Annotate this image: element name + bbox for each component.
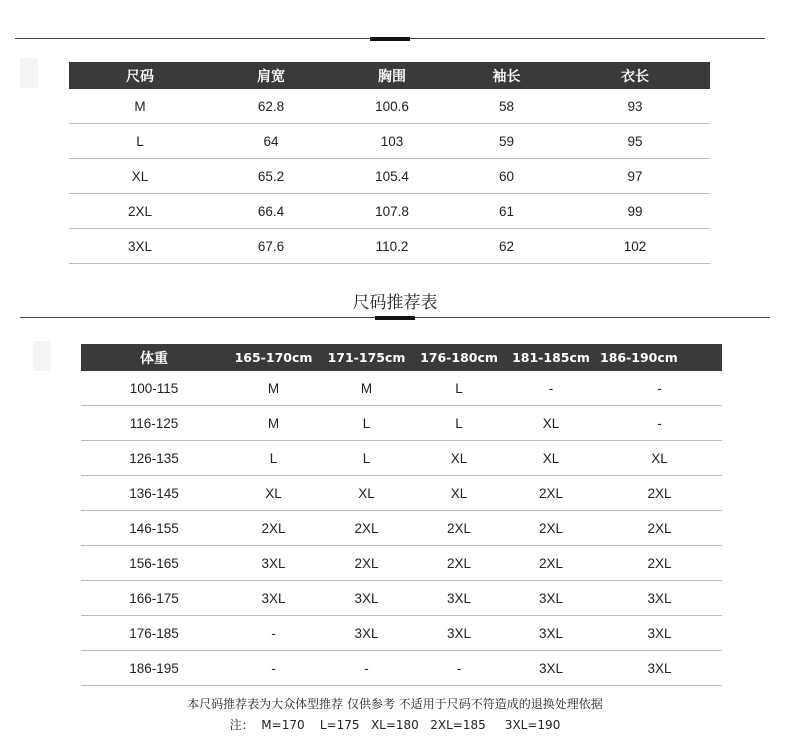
cell-weight: 100-115	[81, 371, 227, 406]
recommend-header-row	[81, 344, 722, 371]
header-size: 尺码	[69, 62, 211, 89]
cell-chest: 100.6	[331, 89, 453, 124]
cell-shoulder: 64	[211, 124, 331, 159]
cell-length: 102	[560, 229, 710, 264]
cell-size: 3XL	[227, 546, 320, 581]
cell-size: XL	[597, 441, 722, 476]
cell-weight: 126-135	[81, 441, 227, 476]
watermark-block	[33, 341, 51, 371]
cell-size: L	[69, 124, 211, 159]
cell-sleeve: 60	[453, 159, 560, 194]
cell-length: 97	[560, 159, 710, 194]
cell-size: M	[227, 406, 320, 441]
cell-size: 2XL	[505, 511, 597, 546]
cell-size: 3XL	[227, 581, 320, 616]
header-sleeve: 袖长	[453, 62, 560, 89]
cell-shoulder: 66.4	[211, 194, 331, 229]
cell-sleeve: 59	[453, 124, 560, 159]
cell-size: 2XL	[320, 546, 413, 581]
table-row	[69, 89, 710, 124]
cell-size: -	[597, 406, 722, 441]
header-height-181-185: 181-185cm	[505, 344, 597, 371]
cell-size: 3XL	[597, 651, 722, 686]
cell-size: 3XL	[320, 581, 413, 616]
cell-size: XL	[505, 406, 597, 441]
table-row	[81, 651, 722, 686]
cell-size: 2XL	[69, 194, 211, 229]
watermark-block	[20, 58, 38, 88]
table-row	[69, 194, 710, 229]
size-recommend-table	[81, 344, 722, 686]
cell-length: 99	[560, 194, 710, 229]
cell-size: 3XL	[505, 581, 597, 616]
cell-size: 3XL	[413, 581, 505, 616]
cell-size: 2XL	[597, 546, 722, 581]
cell-size: 2XL	[597, 511, 722, 546]
cell-size: -	[227, 616, 320, 651]
cell-shoulder: 67.6	[211, 229, 331, 264]
cell-size: XL	[413, 476, 505, 511]
cell-size: 2XL	[227, 511, 320, 546]
header-height-186-190: 186-190cm	[597, 344, 722, 371]
header-height-171-175: 171-175cm	[320, 344, 413, 371]
cell-size: M	[227, 371, 320, 406]
cell-shoulder: 65.2	[211, 159, 331, 194]
cell-size: XL	[505, 441, 597, 476]
middle-divider-accent	[375, 316, 415, 320]
cell-size: 3XL	[320, 616, 413, 651]
cell-size: 3XL	[597, 581, 722, 616]
table-row	[81, 546, 722, 581]
cell-sleeve: 61	[453, 194, 560, 229]
cell-size: 3XL	[597, 616, 722, 651]
cell-weight: 136-145	[81, 476, 227, 511]
table-row	[69, 229, 710, 264]
cell-size: L	[320, 406, 413, 441]
table-row	[81, 371, 722, 406]
cell-size: -	[227, 651, 320, 686]
size-chart-table	[69, 62, 710, 264]
cell-weight: 146-155	[81, 511, 227, 546]
cell-size: 3XL	[505, 651, 597, 686]
cell-size: 2XL	[320, 511, 413, 546]
cell-sleeve: 62	[453, 229, 560, 264]
header-chest: 胸围	[331, 62, 453, 89]
cell-size: XL	[413, 441, 505, 476]
cell-shoulder: 62.8	[211, 89, 331, 124]
cell-size: L	[413, 406, 505, 441]
table-row	[81, 406, 722, 441]
cell-size: L	[227, 441, 320, 476]
cell-length: 93	[560, 89, 710, 124]
cell-size: -	[597, 371, 722, 406]
cell-size: L	[413, 371, 505, 406]
cell-size: 3XL	[69, 229, 211, 264]
cell-weight: 186-195	[81, 651, 227, 686]
cell-size: -	[505, 371, 597, 406]
cell-size: 2XL	[505, 476, 597, 511]
cell-size: 2XL	[505, 546, 597, 581]
cell-size: M	[320, 371, 413, 406]
cell-size: XL	[227, 476, 320, 511]
header-height-176-180: 176-180cm	[413, 344, 505, 371]
table-row	[69, 124, 710, 159]
cell-weight: 166-175	[81, 581, 227, 616]
cell-size: 3XL	[505, 616, 597, 651]
cell-size: XL	[69, 159, 211, 194]
table-row	[81, 581, 722, 616]
header-shoulder: 肩宽	[211, 62, 331, 89]
top-divider-accent	[370, 37, 410, 41]
header-length: 衣长	[560, 62, 710, 89]
cell-chest: 103	[331, 124, 453, 159]
cell-chest: 110.2	[331, 229, 453, 264]
table-row	[81, 616, 722, 651]
size-chart-header-row	[69, 62, 710, 89]
cell-sleeve: 58	[453, 89, 560, 124]
cell-length: 95	[560, 124, 710, 159]
cell-weight: 156-165	[81, 546, 227, 581]
disclaimer-note: 本尺码推荐表为大众体型推荐 仅供参考 不适用于尺码不符造成的退换处理依据	[187, 697, 603, 711]
cell-size: M	[69, 89, 211, 124]
cell-size: -	[413, 651, 505, 686]
cell-weight: 176-185	[81, 616, 227, 651]
cell-size: 3XL	[413, 616, 505, 651]
cell-size: L	[320, 441, 413, 476]
header-weight: 体重	[81, 344, 227, 371]
cell-size: 2XL	[597, 476, 722, 511]
header-height-165-170: 165-170cm	[227, 344, 320, 371]
table-row	[81, 476, 722, 511]
cell-size: 2XL	[413, 546, 505, 581]
cell-weight: 116-125	[81, 406, 227, 441]
recommend-title: 尺码推荐表	[352, 293, 438, 313]
height-mapping-note: 注： M=170 L=175 XL=180 2XL=185 3XL=190	[229, 718, 561, 732]
cell-size: -	[320, 651, 413, 686]
cell-size: XL	[320, 476, 413, 511]
cell-chest: 105.4	[331, 159, 453, 194]
table-row	[81, 511, 722, 546]
table-row	[69, 159, 710, 194]
cell-chest: 107.8	[331, 194, 453, 229]
cell-size: 2XL	[413, 511, 505, 546]
table-row	[81, 441, 722, 476]
